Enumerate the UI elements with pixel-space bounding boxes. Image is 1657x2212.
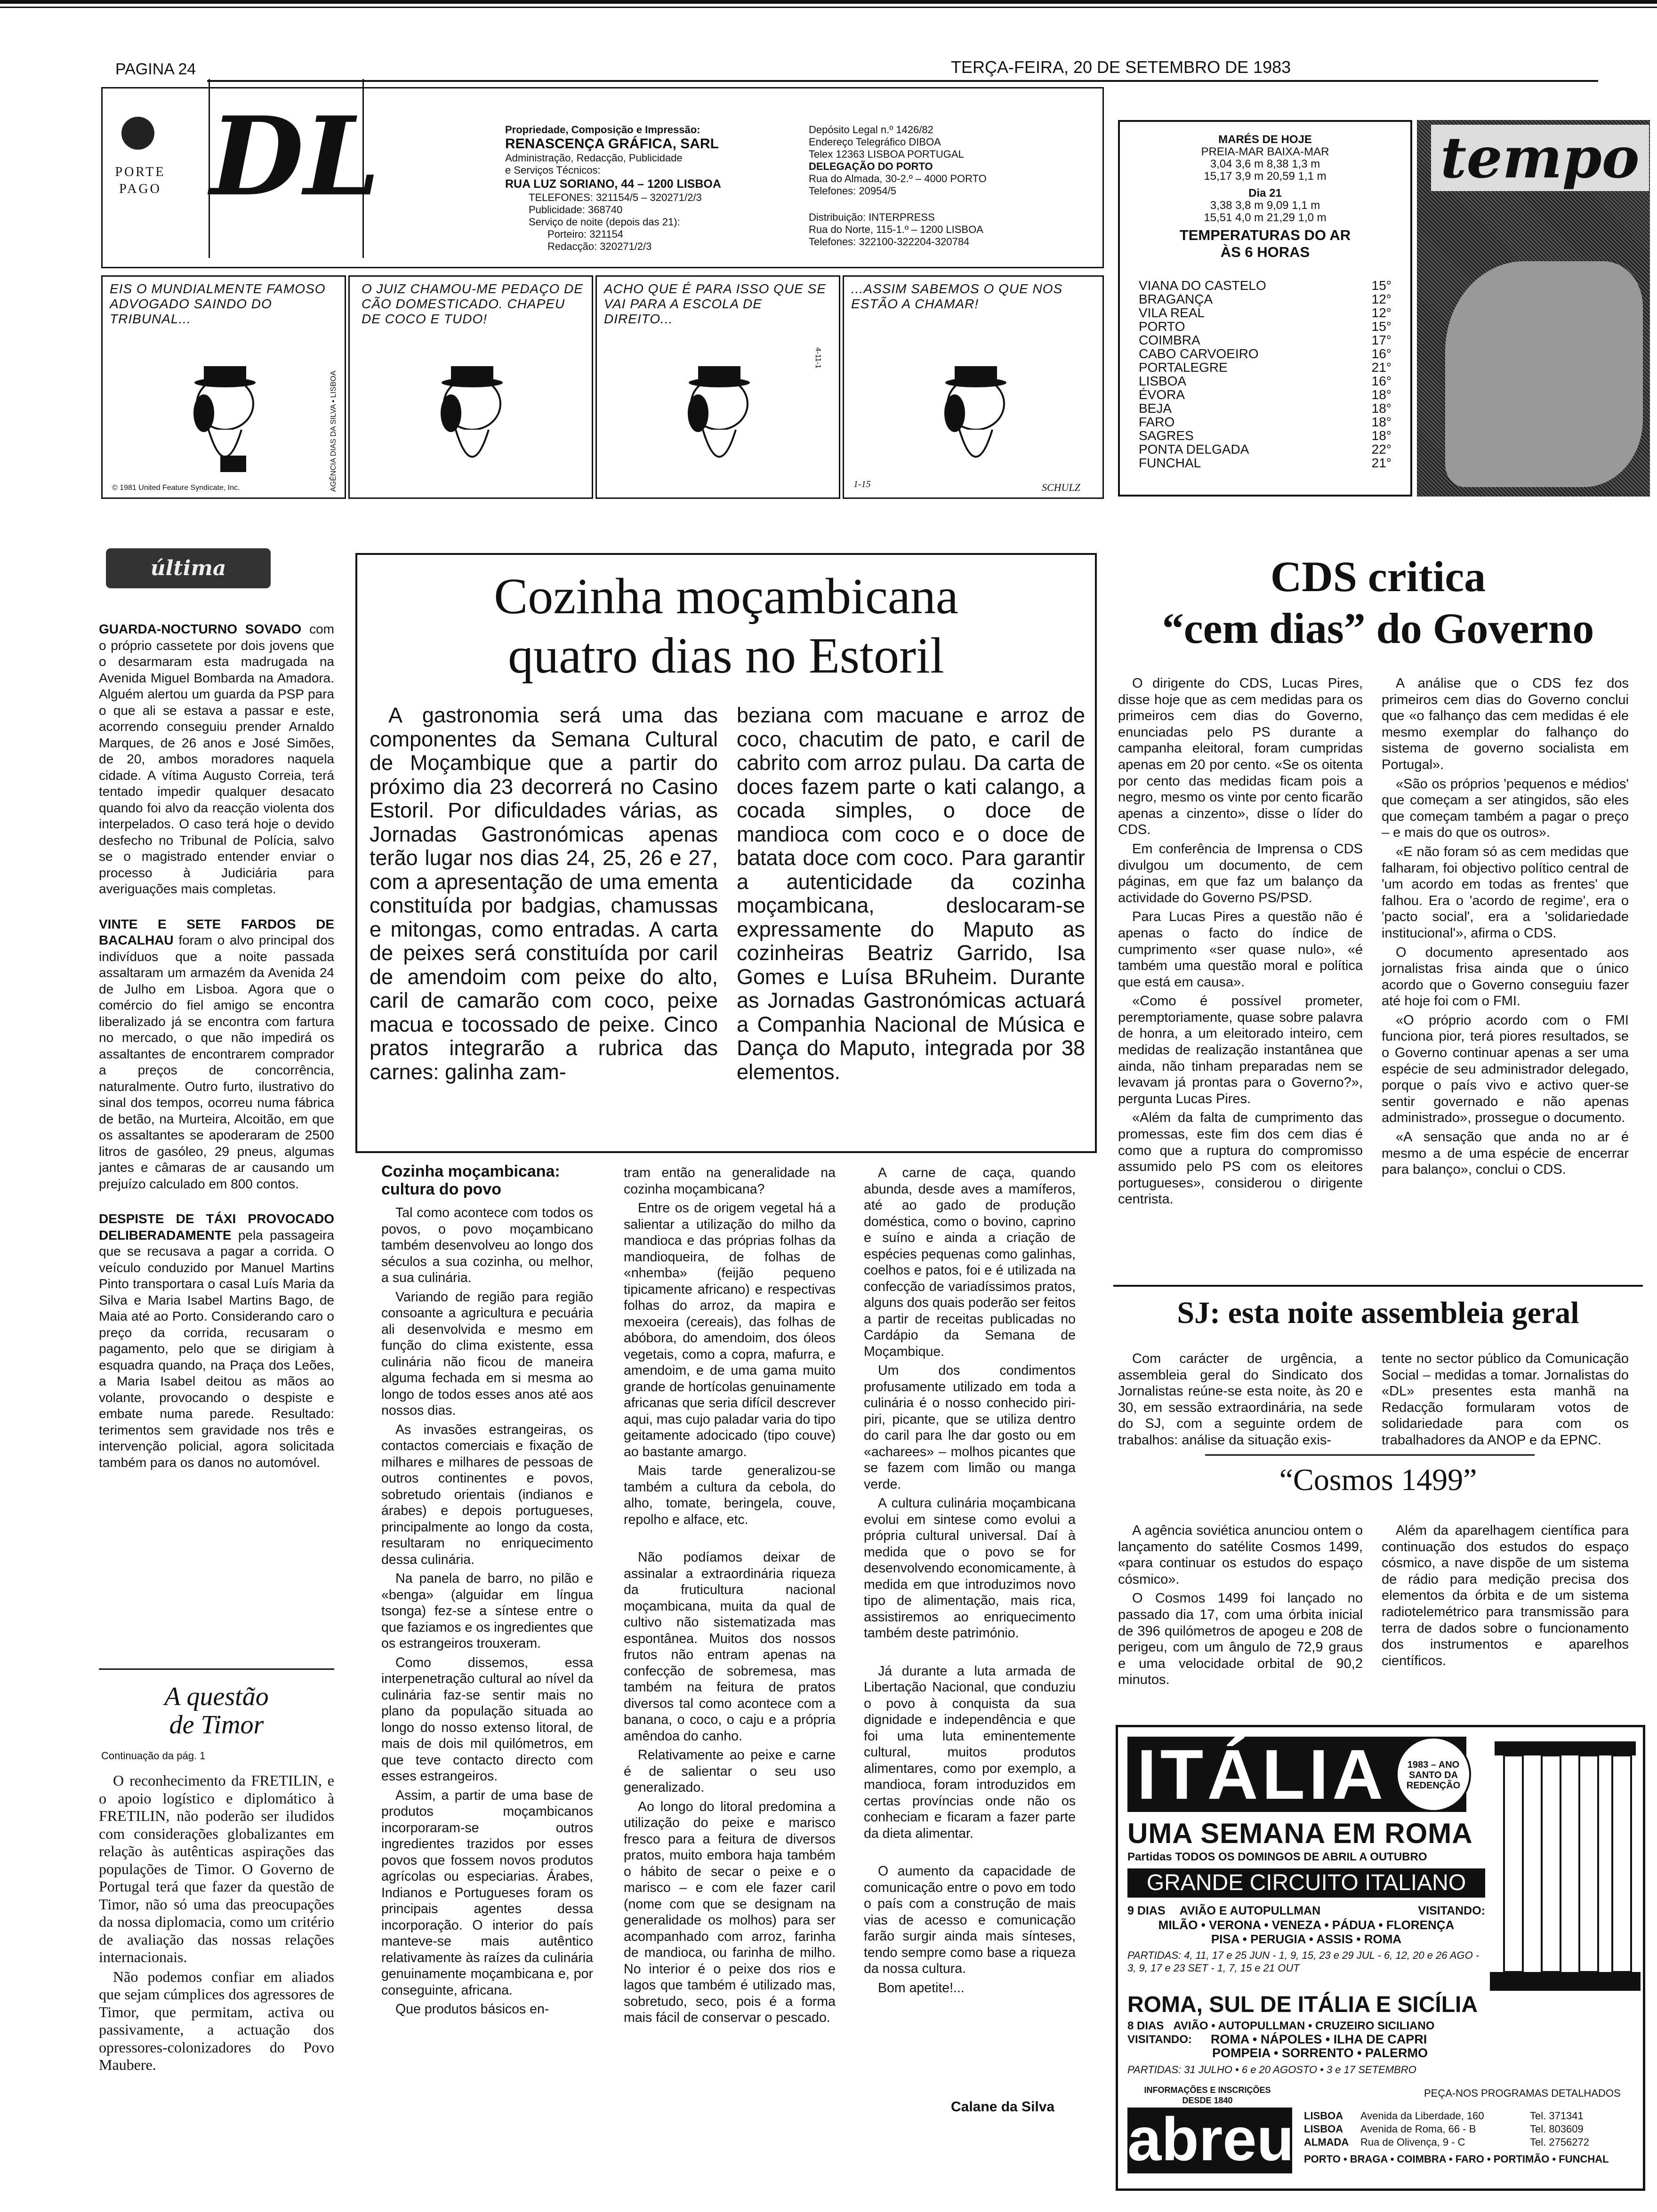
- cozinha-paragraph: O aumento da capacidade de comunicação entre o povo em todo o país com a construção de mais vias de acesso e comunicação farão surgir ainda mais sínteses, tendo sempre como base a riqueza da nossa cultura.: [864, 1864, 1076, 1976]
- ad-branches: PORTO • BRAGA • COIMBRA • FARO • PORTIMÃO • FUNCHAL: [1304, 2153, 1609, 2165]
- ultima-rule: [99, 1668, 334, 1670]
- ad-offices: [1304, 2109, 1633, 2149]
- cozinha-paragraph: Entre os de origem vegetal há a salientar a utilização do milho da mandioca e das próprias folhas da mandioqueira, de folhas de «nhemba» (feijão pequeno tipicamente africano) e respectivas folhas do arroz, da mapira e mexoeira (cereais), das folhas de abóbora, do amendoim, dos óleos vegetais, como a copra, mafurra, e amendoim, e de uma gama muito grande de hortícolas genuinamente africanas que seria difícil descrever aqui, mas cujo paladar varia do tipo geitamente adocicado (tipo couve) ao bastante amargo.: [624, 1201, 836, 1459]
- temperature-row: [1139, 388, 1392, 401]
- tempo-logo: tempo: [1431, 125, 1649, 191]
- temperature-row: [1139, 292, 1392, 306]
- masthead-legal: Depósito Legal n.º 1426/82 Endereço Telegráfico DIBOA Telex 12363 LISBOA PORTUGAL DELEGAÇÃO DO PORTO Rua do Almada, 30-2.º – 4000 PORTO Telefones: 20954/5 Distribuição: INTERPRESS Rua do Norte, 115-1.º – 1200 LISBOA Telefones: 322100-322204-320784: [809, 124, 987, 248]
- sj-title: SJ: esta noite assembleia geral: [1177, 1296, 1579, 1330]
- sj-col2: tente no sector público da Comunicação Social – medidas a tomar. Jornalistas do «DL» presentes esta manhã na Redacção formularam votos de solidariedade para com os trabalhadores da ANOP e da EPNC.: [1382, 1351, 1629, 1448]
- ad-brand: ITÁLIA: [1127, 1737, 1466, 1812]
- cozinha-subhead: Cozinha moçambicana: cultura do povo: [381, 1162, 560, 1198]
- city-name: SAGRES: [1139, 428, 1194, 443]
- office-row: [1304, 2136, 1633, 2149]
- porte-pago: PORTE PAGO: [115, 165, 166, 196]
- temperature-value: 15°: [1371, 278, 1392, 293]
- timor-continuation: Continuação da pág. 1: [101, 1750, 206, 1762]
- office-row: [1304, 2109, 1633, 2123]
- cds-paragraph: O dirigente do CDS, Lucas Pires, disse hoje que as cem medidas para os primeiros cem dias do Governo, enunciadas pelo PS durante a campanha eleitoral, foram cumpridas apenas em 20 por cento. «Se os oitenta por cento das medidas ficam pois a negro, mesmo os vinte por cento ficarão apenas a cinzento», disse o líder do CDS.: [1118, 676, 1363, 838]
- header-rule: [207, 80, 1598, 82]
- temperature-row: [1139, 456, 1392, 470]
- ad-programs: PEÇA-NOS PROGRAMAS DETALHADOS: [1424, 2087, 1621, 2099]
- seal-icon: [121, 117, 154, 150]
- ad-h1: UMA SEMANA EM ROMA: [1127, 1818, 1473, 1849]
- ultima-column: GUARDA-NOCTURNO SOVADO com o próprio cassetete por dois jovens que o desarmaram esta madrugada na Avenida Miguel Bombarda na Amadora. Alguém alertou um guarda da PSP para o que ali se estava a passar e este, acorrendo conseguiu prender Arnaldo Marques, de 26 anos e José Simões, de 20, ambos moradores naquela cidade. A vítima Augusto Correia, terá tentado impedir qualquer desacato quando foi alvo da reacção violenta dos interpelados. O caso terá hoje o devido desfecho no Tribunal de Polícia, salvo se o magistrado entender enviar o processo à Judiciária para averiguações mais completas. VINTE E SETE FARDOS DE BACALHAU foram o alvo principal dos indivíduos que a noite passada assaltaram um armazém da Avenida 24 de Julho em Lisboa. Agora que o comércio do fiel amigo se encontra liberalizado já se encontra com fartura no mercado, o que não impedirá os assaltantes de encontrarem comprador a preços de concorrência, naturalmente. Outro furto, ilustrativo do sinal dos tempos, ocorreu numa fábrica de betão, na Murteira, Alcoitão, em que os assaltantes se apoderaram de 2500 litros de gasóleo, 29 pneus, algumas jantes e câmaras de ar causando um prejuízo calculado em 800 contos. DESPISTE DE TÁXI PROVOCADO DELIBERADAMENTE pela passageira que se recusava a pagar a corrida. O veículo conduzido por Manuel Martins Pinto transportara o casal Luís Maria da Silva e Maria Isabel Martins Bago, de Maia até ao Porto. Considerando caro o preço da corrida, recusaram o pagamento, pelo que se dirigiam à esquadra quando, na Praça dos Leões, a Maria Isabel deitou as mãos ao volante, provocando o despiste e embate numa parede. Resultado: terimentos sem gravidade nos três e intervenção policial, agora solicitada também para os danos no automóvel.: [99, 622, 334, 1470]
- cds-paragraph: Para Lucas Pires a questão não é apenas o facto do índice de cumprimento «ser quase nulo», «é também uma questão moral e política que está em causa».: [1118, 909, 1363, 990]
- office-city: LISBOA: [1304, 2110, 1343, 2122]
- top-border-thin: [0, 7, 1657, 8]
- cds-paragraph: Em conferência de Imprensa o CDS divulgou um documento, de cem páginas, em que faz um balanço da actividade do Governo PS/PSD.: [1118, 841, 1363, 906]
- city-name: BEJA: [1139, 401, 1172, 416]
- cosmos-col1: A agência soviética anunciou ontem o lançamento do satélite Cosmos 1499, «para continuar os estudos do espaço cósmico». O Cosmos 1499 foi lançado no passado dia 17, com uma órbita inicial de 396 quilómetros de apogeu e 208 de perigeu, com um ângulo de 72,9 graus e uma velocidade orbital de 90,2 minutos.: [1118, 1523, 1363, 1688]
- logo-box: [209, 79, 380, 258]
- temperature-value: 15°: [1371, 319, 1392, 334]
- temperature-row: [1139, 361, 1392, 374]
- cozinha-paragraph: Já durante a luta armada de Libertação Nacional, que conduziu o povo à conquista da sua dignidade e independência e que foi uma luta eminentemente cultural, muitos produtos alimentares, como por exemplo, a mandioca, foram introduzidos em certas províncias onde não os conheciam e ficaram a fazer parte da dieta alimentar.: [864, 1663, 1076, 1841]
- sj-col1: Com carácter de urgência, a assembleia geral do Sindicato dos Jornalistas reúne-se esta noite, às 20 e 30, em sessão extraordinária, na sede do SJ, com a seguinte ordem de trabalhos: análise da situação exis-: [1118, 1351, 1363, 1448]
- office-city: ALMADA: [1304, 2136, 1349, 2148]
- cozinha-paragraph: Ao longo do litoral predomina a utilização do peixe e marisco fresco para a feitura de diversos pratos, muito embora haja também o hábito de secar o peixe e o marisco – e com ele fazer caril (nome com que se designam na generalidade os molhos) para ser acompanhado com arroz, farinha de mandioca, ou farinha de milho. No interior é o peixe dos rios e lagos que também é utilizado mas, sobretudo, seco, pois é a forma mais fácil de conservar o pescado.: [624, 1799, 836, 2025]
- temperature-value: 18°: [1371, 428, 1392, 443]
- cozinha-paragraph: Um dos condimentos profusamente utilizado em toda a culinária é o nosso conhecido piri-piri, picante, que se utiliza dentro do caril para lhe dar gosto ou em «acharees» – molhos picantes que se fazem com limão ou manga verde.: [864, 1363, 1076, 1492]
- temperature-row: [1139, 415, 1392, 429]
- temps-title: TEMPERATURAS DO AR ÀS 6 HORAS: [1179, 227, 1351, 260]
- office-city: LISBOA: [1304, 2123, 1343, 2135]
- city-name: VILA REAL: [1139, 305, 1205, 320]
- dl-logo: DL: [210, 93, 380, 220]
- temperature-value: 17°: [1371, 333, 1392, 347]
- sj-rule: [1113, 1285, 1643, 1287]
- timor-title: A questão de Timor: [164, 1682, 269, 1739]
- ad-h2: GRANDE CIRCUITO ITALIANO: [1127, 1868, 1485, 1898]
- snoopy-icon: [915, 347, 1037, 484]
- snoopy-icon: [411, 347, 533, 484]
- temps-list: [1139, 279, 1392, 470]
- cozinha-paragraph: Variando de região para região consoante a agricultura e pecuária ali desenvolvida e mesmo em função do clima existente, essa culinária não ficou de maneira alguma fechada em si mesma ao longo de todos esses anos até aos nossos dias.: [381, 1289, 593, 1418]
- cozinha-col2: [624, 1165, 836, 2029]
- temperature-value: 22°: [1371, 442, 1392, 457]
- cozinha-paragraph: A carne de caça, quando abunda, desde aves a mamíferos, até ao gado de produção doméstica, como o bovino, caprino e suíno e ainda a criação de espécies pequenas como galinhas, coelhos e patos, foi e é utilizada na confecção de variadíssimos pratos, alguns dos quais poderão ser feitos a partir de receitas publicadas no Cardápio da Semana de Moçambique.: [864, 1165, 1076, 1359]
- office-tel: Tel. 371341: [1530, 2110, 1584, 2122]
- cds-paragraph: «Além da falta de cumprimento das promessas, este fim dos cem dias é como que a ruptura do compromisso assumido pelo PS com os eleitores portugueses», considerou o dirigente centrista.: [1118, 1110, 1363, 1207]
- cozinha-paragraph: A cultura culinária moçambicana evolui em sintese como evolui a própria cultural universal. Daí à medida que o povo se for desenvolvendo economicamente, à medida em que introduzimos novo tipo de alimentação, mais rica, assistiremos ao enriquecimento também deste património.: [864, 1496, 1076, 1641]
- ultima-badge: última: [106, 548, 271, 588]
- italia-ad: [1116, 1725, 1645, 2191]
- temperature-row: [1139, 442, 1392, 456]
- city-name: COIMBRA: [1139, 333, 1200, 347]
- cozinha-paragraph: As invasões estrangeiras, os contactos comerciais e fixação de milhares e milhares de pessoas de outros continentes e povos, sobretudo orientais (indianos e árabes) e depois portugueses, principalmente ao longo da costa, resultaram no enriquecimento dessa culinária.: [381, 1422, 593, 1567]
- temperature-value: 21°: [1371, 456, 1392, 470]
- city-name: CABO CARVOEIRO: [1139, 346, 1259, 361]
- temperature-value: 12°: [1371, 292, 1392, 306]
- temperature-value: 18°: [1371, 387, 1392, 402]
- cozinha-paragraph: Bom apetite!...: [878, 1980, 965, 1996]
- top-border: [0, 0, 1657, 4]
- comic-panel-2: O JUIZ CHAMOU-ME PEDAÇO DE CÃO DOMESTICADO. CHAPEU DE COCO E TUDO!: [348, 275, 593, 499]
- cozinha-paragraph: [864, 1844, 1076, 1860]
- cozinha-paragraph: Relativamente ao peixe e carne é de salientar o seu uso generalizado.: [624, 1747, 836, 1795]
- cozinha-paragraph: Mais tarde generalizou-se também a cultura da cebola, do alho, tomate, beringela, couve, repolho e alface, etc.: [624, 1463, 836, 1527]
- page-date: TERÇA-FEIRA, 20 DE SETEMBRO DE 1983: [951, 57, 1291, 77]
- city-name: FARO: [1139, 415, 1175, 429]
- temperature-row: [1139, 374, 1392, 388]
- cozinha-paragraph: Na panela de barro, no pilão e «benga» (alguidar em língua tsonga) fez-se a síntese entre o que faziamos e os ingredientes que os estrangeiros trouxeram.: [381, 1571, 593, 1651]
- timor-body: O reconhecimento da FRETILIN, e o apoio logístico e diplomático à FRETILIN, não poderão ser iludidos com considerações globalizantes em relação às autênticas aspirações das populações de Timor. O Governo de Portugal terá que fazer da questão de Timor, não só uma das preocupações da nossa diplomacia, como um critério de avaliação das nossas relações internacionais. Não podemos confiar em aliados que sejam cúmplices dos agressores de Timor, que permitam, activa ou passivamente, a actuação dos opressores-colonizadores do Povo Maubere.: [99, 1772, 334, 2073]
- cozinha-paragraph: Assim, a partir de uma base de produtos moçambicanos incorporaram-se outros ingredientes trazidos por esses povos que fossem novos produtos agrícolas ou especiarias. Árabes, Indianos e Portugueses foram os principais agentes dessa incorporação. O interior do país manteve-se mais autêntico relativamente às raízes da culinária genuinamente moçambicana e, por conseguinte, africana.: [381, 1787, 593, 1998]
- cds-paragraph: A análise que o CDS fez dos primeiros cem dias do Governo conclui que «o falhanço das cem medidas é ele mesmo exemplar do falhanço do sistema de governo socialista em Portugal».: [1382, 676, 1629, 772]
- city-name: VIANA DO CASTELO: [1139, 278, 1266, 293]
- weather-box: [1118, 120, 1412, 497]
- city-name: PONTA DELGADA: [1139, 442, 1249, 457]
- cds-paragraph: «Como é possível prometer, peremptoriamente, quase sobre palavra de honra, a um eleitorado inteiro, cem medidas de realização instantânea que ainda, não tinham preparadas nem se levavam já prontas para o Governo?», pergunta Lucas Pires.: [1118, 994, 1363, 1106]
- cozinha-paragraph: tram então na generalidade na cozinha moçambicana?: [624, 1165, 836, 1197]
- temperature-value: 18°: [1371, 401, 1392, 416]
- city-name: FUNCHAL: [1139, 456, 1201, 470]
- cds-col1: [1118, 675, 1363, 1210]
- city-name: BRAGANÇA: [1139, 292, 1213, 306]
- ad-badge: 1983 – ANO SANTO DA REDENÇÃO: [1396, 1737, 1471, 1812]
- temperature-value: 18°: [1371, 415, 1392, 429]
- page-number: PAGINA 24: [115, 60, 196, 78]
- comic-panel-4: ...ASSIM SABEMOS O QUE NOS ESTÃO A CHAMAR! 1-15 SCHULZ: [843, 275, 1104, 499]
- cozinha-paragraph: [864, 1644, 1076, 1660]
- abreu-logo: abreu: [1127, 2105, 1295, 2173]
- temperature-value: 16°: [1371, 374, 1392, 388]
- cozinha-col3: [864, 1165, 1076, 1999]
- weather-map: [1417, 120, 1650, 497]
- ad-h1-sub: Partidas TODOS OS DOMINGOS DE ABRIL A OUTUBRO: [1127, 1851, 1427, 1863]
- cozinha-paragraph: Não podíamos deixar de assinalar a extraordinária riqueza da fruticultura nacional moçambicana, muita da qual de cultivo não sistematizada mas espontânea. Muitos dos nossos frutos não entram apenas na confecção de sobremesa, mas também na feitura de pratos diversos tal como acontece com a banana, o coco, o caju e a própria amêndoa do canho.: [624, 1550, 836, 1744]
- ad-h3: ROMA, SUL DE ITÁLIA E SICÍLIA: [1127, 1992, 1478, 2017]
- cds-paragraph: «O próprio acordo com o FMI funciona pior, terá piores resultados, se o Governo continuar apenas a ser uma espécie de seu administrador delegado, porque o país vivo e activo quer-se sentir governado e não apenas administrado», prossegue o documento.: [1382, 1012, 1629, 1126]
- temperature-row: [1139, 279, 1392, 292]
- ad-circuit: 9 DIAS AVIÃO E AUTOPULLMAN VISITANDO: MILÃO • VERONA • VENEZA • PÁDUA • FLORENÇA PISA • PERUGIA • ASSIS • ROMA PARTIDAS: 4, 11, 17 e 25 JUN - 1, 9, 15, 23 e 29 JUL - 6, 12, 20 e 26 AGO - 3, 9, 17 e 23 SET - 1, 7, 15 e 21 OUT: [1127, 1904, 1485, 1974]
- cozinha-lead-left: A gastronomia será uma das componentes da Semana Cultural de Moçambique que a partir do próximo dia 23 decorrerá no Casino Estoril. Por dificuldades várias, as Jornadas Gastronómicas apenas terão lugar nos dias 24, 25, 26 e 27, com a apresentação de uma ementa constituída por badgias, chamussas e mitongas, como entradas. A carta de peixes será constituída por caril de amendoim com peixe do alto, caril de camarão com coco, peixe macua e tocossado de peixe. Cinco pratos integrarão a rubrica das carnes: galinha zam-: [370, 703, 718, 1084]
- city-name: PORTALEGRE: [1139, 360, 1228, 375]
- masthead-info: Propriedade, Composição e Impressão: RENASCENÇA GRÁFICA, SARL Administração, Redacção, Publicidade e Serviços Técnicos: RUA LUZ SORIANO, 44 – 1200 LISBOA TELEFONES: 321154/5 – 320271/2/3 Publicidade: 368740 Serviço de noite (depois das 21): Porteiro: 321154 Redacção: 320271/2/3: [505, 124, 721, 252]
- temperature-row: [1139, 306, 1392, 320]
- office-addr: Avenida da Liberdade, 160: [1360, 2110, 1484, 2122]
- cosmos-title: “Cosmos 1499”: [1279, 1463, 1477, 1497]
- office-addr: Avenida de Roma, 66 - B: [1360, 2123, 1476, 2135]
- cozinha-lead-right: beziana com macuane e arroz de coco, chacutim de pato, e caril de cabrito com arroz pulau. Da carta de doces fazem parte o kati calango, a cocada simples, o doce de mandioca com coco e o doce de batata doce com coco. Para garantir a autenticidade da cozinha moçambicana, deslocaram-se expressamente do Maputo as cozinheiras Beatriz Garrido, Isa Gomes e Luísa BRuheim. Durante as Jornadas Gastronómicas actuará a Companhia Nacional de Música e Dança do Maputo, integrada por 38 elementos.: [737, 703, 1085, 1084]
- cds-paragraph: «São os próprios 'pequenos e médios' que começam a ser atingidos, são eles que começam também a pagar o preço – e mais do que os outros».: [1382, 776, 1629, 841]
- temperature-value: 16°: [1371, 346, 1392, 361]
- city-name: PORTO: [1139, 319, 1185, 334]
- office-row: [1304, 2123, 1633, 2136]
- temperature-row: [1139, 429, 1392, 442]
- cozinha-paragraph: [624, 1531, 836, 1547]
- temperature-row: [1139, 333, 1392, 347]
- office-tel: Tel. 803609: [1530, 2123, 1584, 2135]
- cozinha-paragraph: Que produtos básicos en-: [395, 2002, 549, 2017]
- masthead: [101, 87, 1104, 268]
- cds-title: CDS critica “cem dias” do Governo: [1162, 553, 1594, 652]
- cosmos-rule: [1205, 1454, 1535, 1456]
- cozinha-col1: [381, 1205, 593, 2020]
- comic-strip: [101, 275, 1104, 506]
- cozinha-paragraph: Tal como acontece com todos os povos, o povo moçambicano também desenvolveu ao longo dos séculos a sua cozinha, ou melhor, a sua culinária.: [381, 1205, 593, 1285]
- snoopy-icon: [658, 347, 780, 484]
- cds-paragraph: O documento apresentado aos jornalistas frisa ainda que o único acordo que o Governo conseguiu fazer até hoje foi com o FMI.: [1382, 945, 1629, 1009]
- cds-paragraph: «A sensação que anda no ar é mesmo a de uma espécie de encerrar para balanço», conclui o CDS.: [1382, 1130, 1629, 1178]
- office-addr: Rua de Olivença, 9 - C: [1360, 2136, 1465, 2148]
- cozinha-paragraph: Como dissemos, essa interpenetração cultural ao nível da culinária faz-se sentir mais no plano da população situada ao longo do nosso extenso litoral, de mais de dois mil quilómetros, em que teve contacto directo com esses estrangeiros.: [381, 1655, 593, 1784]
- cozinha-author: Calane da Silva: [951, 2099, 1055, 2115]
- cds-col2: [1382, 675, 1629, 1181]
- ad-sicily: 8 DIAS AVIÃO • AUTOPULLMAN • CRUZEIRO SICILIANO VISITANDO: ROMA • NÁPOLES • ILHA DE CAPRI POMPEIA • SORRENTO • PALERMO PARTIDAS: 31 JULHO • 6 e 20 AGOSTO • 3 e 17 SETEMBRO: [1127, 2020, 1435, 2076]
- cosmos-col2: Além da aparelhagem científica para continuação dos estudos do espaço cósmico, a nave dispõe de um sistema de rádio para medição precisa dos elementos da órbita e de um sistema radiotelemétrico para transmissão para terra de dados sobre o funcionamento dos instrumentos e aparelhos científicos.: [1382, 1523, 1629, 1668]
- comic-agency: AGÊNCIA DIAS DA SILVA • LISBOA: [330, 370, 338, 492]
- comic-panel-1: EIS O MUNDIALMENTE FAMOSO ADVOGADO SAINDO DO TRIBUNAL... © 1981 United Feature Syndicate, Inc.: [101, 275, 346, 499]
- city-name: ÉVORA: [1139, 387, 1185, 402]
- temperature-row: [1139, 320, 1392, 333]
- comic-panel-3: ACHO QUE É PARA ISSO QUE SE VAI PARA A ESCOLA DE DIREITO... 4-11-1: [595, 275, 840, 499]
- snoopy-icon: [164, 347, 286, 484]
- cds-paragraph: «E não foram só as cem medidas que falharam, foi objectivo político central de 'um acordo em todas as frentes' que falhou. Era o 'acordo de regime', era o 'pacto social', era a 'solidariedade institucional'», afirma o CDS.: [1382, 844, 1629, 941]
- columns-icon: [1490, 1732, 1641, 1996]
- temperature-value: 12°: [1371, 305, 1392, 320]
- temperature-row: [1139, 347, 1392, 361]
- city-name: LISBOA: [1139, 374, 1187, 388]
- cozinha-title: Cozinha moçambicana quatro dias no Estoril: [494, 569, 958, 684]
- temperature-value: 21°: [1371, 360, 1392, 375]
- office-tel: Tel. 2756272: [1530, 2136, 1589, 2148]
- temperature-row: [1139, 401, 1392, 415]
- ad-info: INFORMAÇÕES E INSCRIÇÕES DESDE 1840: [1144, 2085, 1271, 2105]
- tides: MARÉS DE HOJE PREIA-MAR BAIXA-MAR 3,04 3,6 m 8,38 1,3 m 15,17 3,9 m 20,59 1,1 m Dia 21 3,38 3,8 m 9,09 1,1 m 15,51 4,0 m 21,29 1,0 m: [1201, 133, 1329, 224]
